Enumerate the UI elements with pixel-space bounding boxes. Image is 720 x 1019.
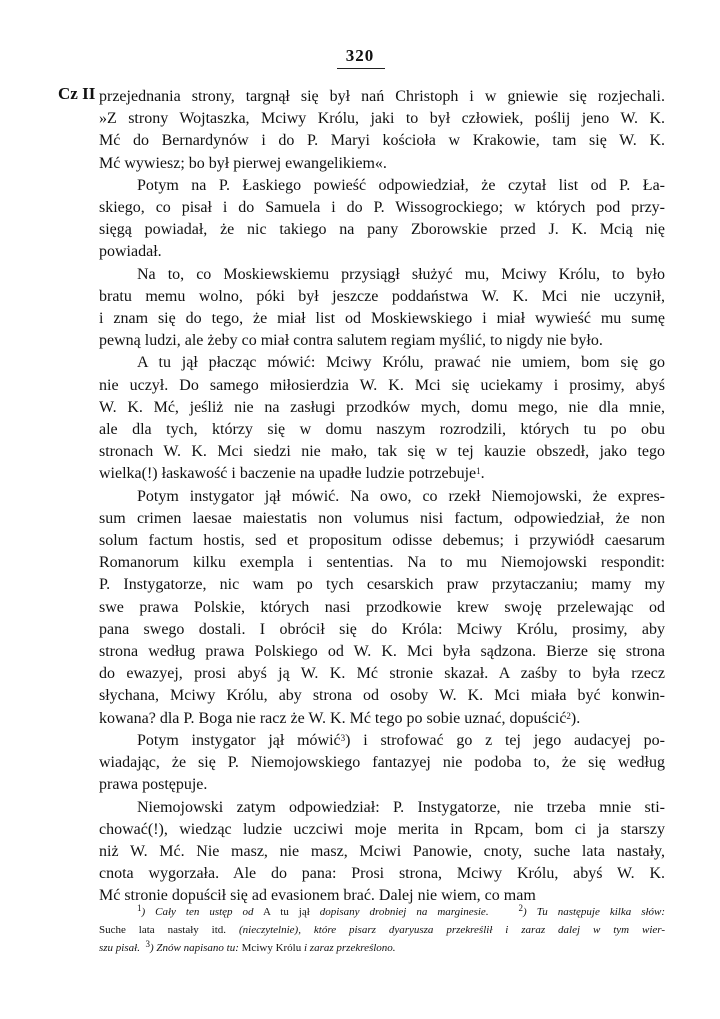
text-line xyxy=(99,486,665,508)
text-fragment: prawa postępuje. xyxy=(99,776,208,794)
footnote-ref: 1 xyxy=(476,466,481,477)
footnote-text: (nieczytelnie), które pisarz dyaryusza przekreślił i zaraz dalej w tym wier- xyxy=(238,924,665,936)
text-line xyxy=(99,197,665,219)
text-line xyxy=(99,663,665,685)
text-line xyxy=(99,685,665,707)
footnote-quote: Suche lata nastały itd. xyxy=(99,924,227,936)
text-fragment: pewną ludzi, ale żeby co miał contra salutem regiam myślić, to nigdy nie było. xyxy=(99,332,603,350)
footnote-ref: 2 xyxy=(566,710,571,721)
text-line xyxy=(99,797,665,819)
text-fragment: Potym instygator jął mówić. Na owo, co rzekł Niemojowski, że expres- xyxy=(137,487,665,505)
main-text xyxy=(99,86,665,908)
text-fragment: Na to, co Moskiewskiemu przysiągł służyć mu, Mciwy Królu, to było xyxy=(137,265,665,283)
text-fragment: ale dla tych, którzy się w domu naszym rozrodzili, których tu po obu xyxy=(99,421,665,439)
text-line xyxy=(99,597,665,619)
text-fragment: ) i strofować go z tej jego audacyej po- xyxy=(345,731,665,749)
text-line xyxy=(99,508,665,530)
text-line xyxy=(99,863,665,885)
text-fragment: sięgą powiadał, że nic takiego na pany Zborowskie przed J. K. Mcią nię xyxy=(99,221,665,239)
paragraph xyxy=(99,486,665,730)
text-line xyxy=(99,752,665,774)
text-line xyxy=(99,530,665,552)
text-line xyxy=(99,219,665,241)
footnote-mark: 2 xyxy=(518,903,524,913)
text-fragment: skiego, co pisał i do Samuela i do P. Wissogrockiego; w których pod przy- xyxy=(99,199,665,217)
text-fragment: Mć wywiesz; bo był pierwej ewangelikiem«. xyxy=(99,154,387,172)
footnote-mark: 3 xyxy=(145,939,150,949)
text-fragment: przejednania strony, targnął się był nań Christoph i w gniewie się rozjechali. xyxy=(99,88,665,105)
text-fragment: cnota wygorzała. Ale do pana: Prosi strona, Mciwy Królu, abyś W. K. xyxy=(99,865,665,883)
footnote-text: szu pisał. xyxy=(99,942,140,954)
text-fragment: A tu jął płacząc mówić: Mciwy Królu, prawać nie umiem, bom się go xyxy=(137,354,665,372)
text-line xyxy=(99,841,665,863)
text-fragment: powiadał. xyxy=(99,243,162,261)
text-fragment: W. K. Mć, jeśliż nie na zasługi przodków mych, domu mego, nie dla mnie, xyxy=(99,398,665,416)
paragraph xyxy=(99,797,665,908)
text-line xyxy=(99,730,665,752)
paragraph xyxy=(99,175,665,264)
text-line xyxy=(99,419,665,441)
text-line xyxy=(99,352,665,374)
text-fragment: niż W. Mć. Nie masz, nie masz, Mciwi Panowie, cnoty, suche lata nastały, xyxy=(99,842,665,860)
text-fragment: Romanorum kilku exempla i sententias. Na to mu Niemojowski respondit: xyxy=(99,554,665,572)
footnote-text: dopisany drobniej na marginesie. xyxy=(319,906,489,918)
text-line xyxy=(99,641,665,663)
paragraph xyxy=(99,86,665,175)
text-fragment: »Z strony Wojtaszka, Mciwy Królu, jaki to był człowiek, poślij jeno W. K. xyxy=(99,110,665,128)
text-line xyxy=(99,86,665,108)
text-fragment: Potym na P. Łaskiego powieść odpowiedział, że czytał list od P. Ła- xyxy=(137,176,665,194)
text-fragment: stronach W. K. Mci siedzi nie mało, tak się w tej kauzie obszedł, jako tego xyxy=(99,443,665,461)
text-line xyxy=(99,108,665,130)
text-fragment: Potym instygator jął mówić xyxy=(137,731,341,749)
footnote-quote: Mciwy Królu xyxy=(241,942,302,954)
text-fragment: solum factum hostis, sed et propositum odisse debemus; i przywiódł caesarum xyxy=(99,532,665,550)
footnote-text: i zaraz przekreślono. xyxy=(303,942,396,954)
footnote-ref: 3 xyxy=(340,732,346,743)
footnote-line xyxy=(99,903,665,921)
text-line xyxy=(99,330,665,352)
text-fragment: bratu memu wolno, póki był jeszcze poddaństwa W. K. Mci nie uczynił, xyxy=(99,287,665,305)
margin-note: Cz II xyxy=(58,84,96,103)
text-fragment: do ewazyej, prosi abyś ją W. K. Mć stronie skazał. A zaśby to była rzecz xyxy=(99,665,665,683)
text-fragment: słychana, Mciwy Królu, aby strona od osoby W. K. Mci miała być konwin- xyxy=(99,687,665,705)
footnote-quote: A tu jął xyxy=(262,906,310,918)
footnote-mark: 1 xyxy=(137,903,142,913)
text-line xyxy=(99,264,665,286)
text-fragment: Niemojowski zatym odpowiedział: P. Instygatorze, nie trzeba mnie sti- xyxy=(137,798,665,816)
text-line xyxy=(99,708,665,730)
page-number: 320 xyxy=(345,46,375,65)
text-line xyxy=(99,286,665,308)
footnote-text: ) Cały ten ustęp od xyxy=(141,906,254,918)
text-fragment: wiadając, że się P. Niemojowskiego fantazyej nie podoba to, że się według xyxy=(99,754,665,772)
text-fragment: Mć do Bernardynów i do P. Maryi kościoła w Krakowie, tam się W. K. xyxy=(99,132,665,150)
text-line xyxy=(99,375,665,397)
text-fragment: Mć stronie dopuścił się ad evasionem brać. Dalej nie wiem, co mam xyxy=(99,887,536,905)
text-line xyxy=(99,441,665,463)
paragraph xyxy=(99,264,665,353)
text-fragment: kowana? dla P. Boga nie racz że W. K. Mć tego po sobie uznać, dopuścić xyxy=(99,709,567,727)
text-line xyxy=(99,574,665,596)
text-line xyxy=(99,819,665,841)
text-line xyxy=(99,308,665,330)
text-fragment: swe prawa Polskie, których nasi przodkowie krew swoję przelewając od xyxy=(99,598,665,616)
text-fragment: sum crimen laesae maiestatis non volumus nisi factum, odpowiedział, że non xyxy=(99,509,665,527)
text-line xyxy=(99,130,665,152)
footnote-text: ) Znów napisano tu: xyxy=(149,942,239,954)
footnotes xyxy=(99,903,665,957)
text-line xyxy=(99,241,665,263)
text-line xyxy=(99,175,665,197)
footnote-line xyxy=(99,939,665,957)
text-fragment: chować(!), wiedząc ludzie uczciwi moje merita in Rpcam, bom ci ja starszy xyxy=(99,820,665,838)
text-fragment: strona według prawa Polskiego od W. K. Mci była sądzona. Bierze się strona xyxy=(99,643,665,661)
text-fragment: . xyxy=(480,465,485,483)
text-fragment: wielka(!) łaskawość i baczenie na upadłe ludzie potrzebuje xyxy=(99,465,477,483)
text-line xyxy=(99,619,665,641)
text-fragment: nie uczył. Do samego miłosierdzia W. K. Mci się uciekamy i prosimy, abyś xyxy=(99,376,665,394)
text-fragment: P. Instygatorze, nic wam po tych cesarskich praw przytaczaniu; mamy my xyxy=(99,576,665,594)
paragraph xyxy=(99,730,665,797)
text-line xyxy=(99,774,665,796)
page-number-underline xyxy=(337,68,385,69)
text-line xyxy=(99,397,665,419)
footnote-text: ) Tu następuje kilka słów: xyxy=(523,906,666,918)
text-line xyxy=(99,552,665,574)
footnote-line xyxy=(99,921,665,939)
text-line xyxy=(99,153,665,175)
text-fragment: i znam się do tego, że miał list od Moskiewskiego i miał wywieść mu sumę xyxy=(99,310,665,328)
text-fragment: pana swego dostali. I obrócił się do Króla: Mciwy Królu, prosimy, aby xyxy=(99,620,665,638)
paragraph xyxy=(99,352,665,485)
text-fragment: ). xyxy=(570,709,581,727)
text-line xyxy=(99,463,665,485)
